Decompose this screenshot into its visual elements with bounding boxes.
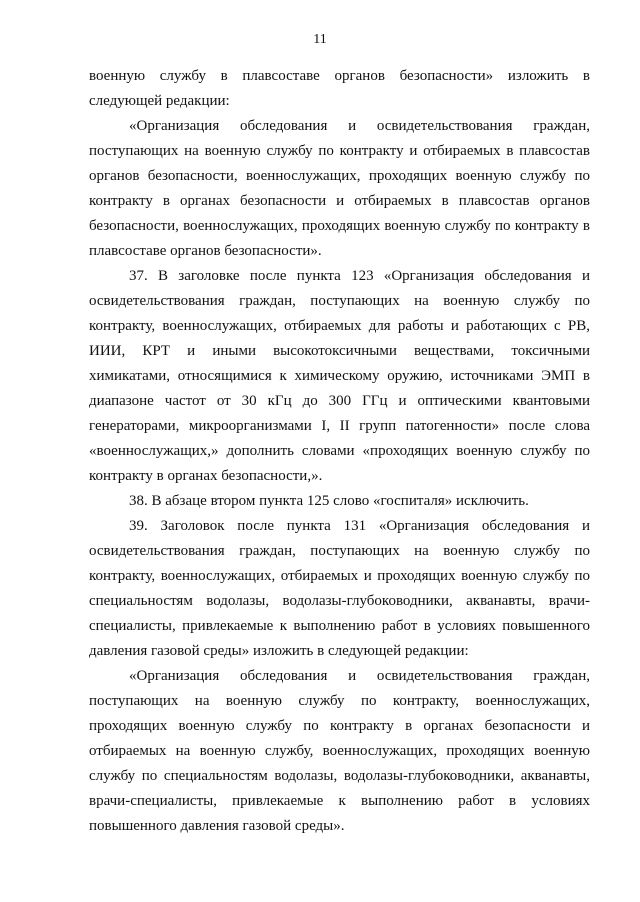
paragraph-new-title-divers: «Организация обследования и освидетельствования граждан, поступающих на военную службу по контракту, военнослужащих, проходящих военную службу по контракту в органах безопасности и отбираемых на военную службу, военнослужащих, проходящих военную службу по специальностям водолазы, водолазы-глубоководники, акванавты, врачи-специалисты, привлекаемые к выполнению работ в условиях повышенного давления газовой среды». [89,668,590,834]
paragraph-continuation: военную службу в плавсоставе органов безопасности» изложить в следующей редакции: [89,68,590,109]
paragraph-item-38: 38. В абзаце втором пункта 125 слово «госпиталя» исключить. [129,493,529,509]
paragraph-item-39: 39. Заголовок после пункта 131 «Организация обследования и освидетельствования граждан, поступающих на военную службу по контракту, военнослужащих, отбираемых и проходящих военную службу по специальностям водолазы, водолазы-глубоководники, акванавты, врачи-специалисты, привлекаемые к выполнению работ в условиях повышенного давления газовой среды» изложить в следующей редакции: [89,518,590,659]
document-body [89,64,590,839]
page-number: 11 [313,32,327,47]
paragraph-item-37: 37. В заголовке после пункта 123 «Организация обследования и освидетельствования граждан, поступающих на военную службу по контракту, военнослужащих, отбираемых для работы и работающих с РВ, ИИИ, КРТ и иными высокотоксичными веществами, токсичными химикатами, относящимися к химическому оружию, источниками ЭМП в диапазоне частот от 30 кГц до 300 ГГц и оптическими квантовыми генераторами, микроорганизмами I, II групп патогенности» после слова «военнослужащих,» дополнить словами «проходящих военную службу по контракту в органах безопасности,». [89,268,590,484]
paragraph-new-title-plavsostav: «Организация обследования и освидетельствования граждан, поступающих на военную службу по контракту и отбираемых в плавсостав органов безопасности, военнослужащих, проходящих военную службу по контракту в органах безопасности и отбираемых в плавсостав органов безопасности, военнослужащих, проходящих военную службу по контракту в плавсоставе органов безопасности». [89,118,590,259]
